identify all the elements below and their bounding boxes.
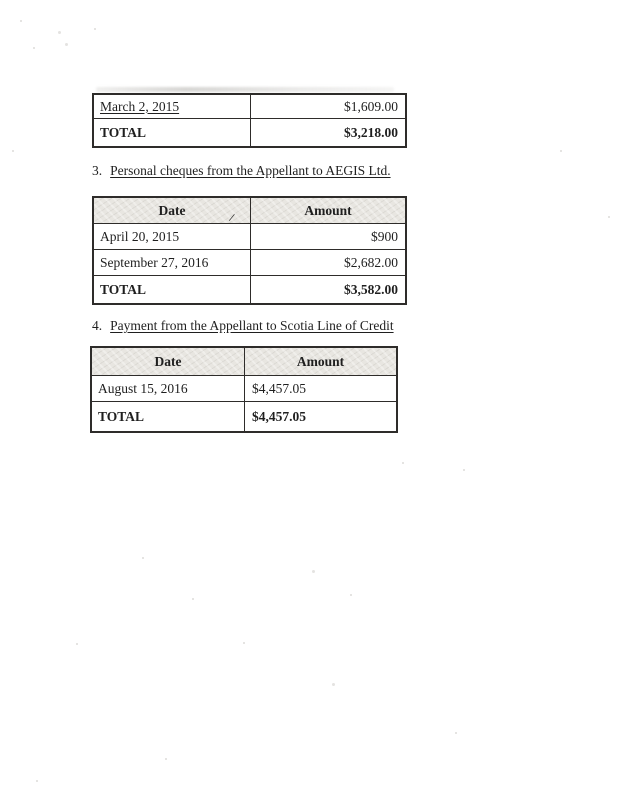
table-row [94,249,405,275]
amount-column-header: Amount [296,353,345,369]
scan-speck [243,642,245,644]
date-cell: August 15, 2016 [92,376,245,401]
scan-speck [142,557,144,559]
amount-cell: $900 [371,228,398,244]
scan-speck [608,216,610,218]
scan-speck [560,150,562,152]
table-header-row [94,198,405,223]
date-cell: April 20, 2015 [94,224,251,249]
scan-speck [33,47,35,49]
amount-cell: $2,682.00 [344,254,398,270]
date-cell: September 27, 2016 [94,250,251,275]
scotia-payments-table [90,346,398,433]
scan-speck [36,780,38,782]
table-total-row [92,401,396,431]
stray-pen-mark: / [228,211,235,225]
amount-cell [251,95,405,118]
table-row [94,223,405,249]
amount-column-header: Amount [304,202,352,218]
scan-speck [402,462,404,464]
date-cell [94,95,251,118]
scan-speck [463,469,465,471]
scan-speck [94,28,96,30]
scan-speck [58,31,61,34]
scan-speck [455,732,457,734]
date-column-header: Date [92,348,245,375]
table-total-row [94,118,405,146]
total-label-cell: TOTAL [92,402,245,431]
section-4-heading [92,318,394,334]
scan-speck [165,758,167,760]
payments-table-continuation [92,93,407,148]
section-4-title: Payment from the Appellant to Scotia Line of Credit [110,318,394,333]
amount-value: $1,609.00 [344,98,398,114]
total-amount-cell: $3,218.00 [344,124,398,140]
scan-speck [312,570,315,573]
scan-speck [12,150,14,152]
section-3-number: 3. [92,163,103,178]
table-total-row [94,275,405,303]
scan-speck [192,598,194,600]
aegis-payments-table [92,196,407,305]
section-4-number: 4. [92,318,103,333]
scan-speck [350,594,352,596]
amount-cell: $4,457.05 [252,380,306,396]
total-amount-cell: $4,457.05 [252,408,306,424]
section-3-title: Personal cheques from the Appellant to AEGIS Ltd. [110,163,391,178]
table-row [94,95,405,118]
scan-speck [65,43,68,46]
scan-speck [76,643,78,645]
scan-smear [96,87,394,92]
total-amount-cell: $3,582.00 [344,281,398,297]
date-column-header: Date [94,198,251,223]
table-row [92,375,396,401]
total-label-cell: TOTAL [94,119,251,146]
date-value: March 2, 2015 [100,98,180,114]
section-3-heading [92,163,391,179]
total-label-cell: TOTAL [94,276,251,303]
table-header-row [92,348,396,375]
scan-speck [332,683,335,686]
scan-speck [20,20,22,22]
